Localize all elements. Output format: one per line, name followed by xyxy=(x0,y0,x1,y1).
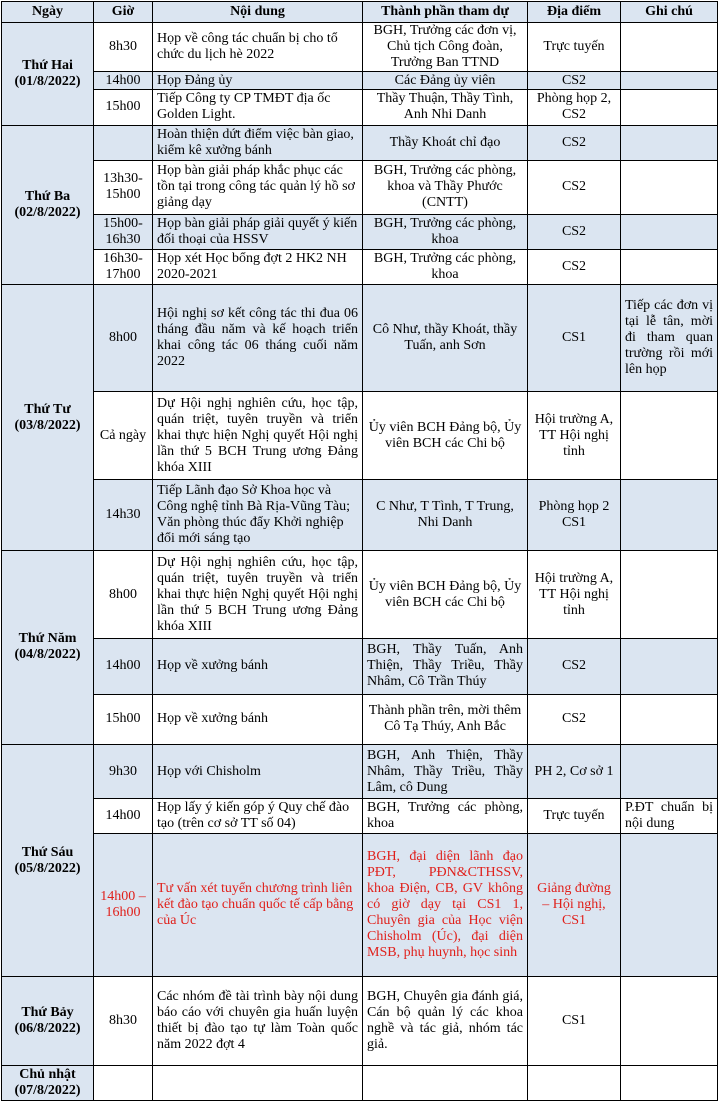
note-cell xyxy=(621,125,718,160)
participants-cell: BGH, đại diện lãnh đạo PĐT, PĐN&CTHSSV, khoa Điện, CB, GV không có giờ dạy tại CS1 1, Chuyên gia của Học viện Chisholm (Úc), đại diện MSB, phụ huynh, học sinh xyxy=(363,834,528,977)
note-cell: P.ĐT chuẩn bị nội dung xyxy=(621,799,718,834)
participants-cell: BGH, Trưởng các phòng, khoa xyxy=(363,215,528,250)
table-row xyxy=(2,285,718,392)
location-cell: Trực tuyến xyxy=(528,23,621,72)
day-date: (01/8/2022) xyxy=(14,73,81,89)
table-row xyxy=(2,72,718,90)
location-cell: CS2 xyxy=(528,694,621,744)
participants-cell xyxy=(363,1065,528,1100)
time-cell xyxy=(94,1065,153,1100)
table-row xyxy=(2,1065,718,1100)
note-cell xyxy=(621,834,718,977)
day-name: Thứ Ba xyxy=(24,188,71,204)
note-cell xyxy=(621,977,718,1065)
note-cell xyxy=(621,639,718,694)
day-date: (07/8/2022) xyxy=(14,1082,81,1098)
table-row xyxy=(2,639,718,694)
note-cell xyxy=(621,391,718,479)
location-cell: CS2 xyxy=(528,72,621,90)
content-cell: Dự Hội nghị nghiên cứu, học tập, quán triệt, tuyên truyền và triển khai thực hiện Nghị quyết Hội nghị lần thứ 5 BCH Trung ương Đảng khóa XIII xyxy=(153,391,363,479)
day-name: Thứ Hai xyxy=(22,57,73,73)
note-cell xyxy=(621,215,718,250)
day-name: Chủ nhật xyxy=(19,1066,76,1082)
header-day: Ngày xyxy=(2,2,94,23)
location-cell: CS1 xyxy=(528,285,621,392)
participants-cell: BGH, Trưởng các phòng, khoa xyxy=(363,799,528,834)
content-cell: Họp về xưởng bánh xyxy=(153,639,363,694)
table-row xyxy=(2,480,718,550)
time-cell: 8h00 xyxy=(94,550,153,638)
day-date: (02/8/2022) xyxy=(14,204,81,220)
participants-cell: BGH, Trưởng các phòng, khoa và Thầy Phước (CNTT) xyxy=(363,160,528,214)
content-cell: Họp bàn giải pháp khắc phục các tồn tại trong công tác quản lý hồ sơ giảng dạy xyxy=(153,160,363,214)
content-cell: Họp về công tác chuẩn bị cho tổ chức du lịch hè 2022 xyxy=(153,23,363,72)
day-cell xyxy=(2,977,94,1065)
day-name: Thứ Sáu xyxy=(21,844,74,860)
participants-cell: BGH, Chuyên gia đánh giá, Cán bộ quản lý các khoa nghề và tác giả, nhóm tác giả. xyxy=(363,977,528,1065)
table-row-highlighted xyxy=(2,834,718,977)
table-row xyxy=(2,125,718,160)
time-cell: 8h00 xyxy=(94,285,153,392)
participants-cell: Thành phần trên, mời thêm Cô Tạ Thúy, Anh Bắc xyxy=(363,694,528,744)
participants-cell: Các Đảng ủy viên xyxy=(363,72,528,90)
table-row xyxy=(2,250,718,285)
header-participants: Thành phần tham dự xyxy=(363,2,528,23)
participants-cell: BGH, Thầy Tuấn, Anh Thiện, Thầy Triều, Thầy Nhâm, Cô Trần Thúy xyxy=(363,639,528,694)
day-cell xyxy=(2,125,94,285)
day-cell xyxy=(2,23,94,126)
time-cell: 8h30 xyxy=(94,23,153,72)
time-cell: 16h30-17h00 xyxy=(94,250,153,285)
location-cell: Hội trường A, TT Hội nghị tỉnh xyxy=(528,550,621,638)
day-cell xyxy=(2,550,94,744)
content-cell: Tư vấn xét tuyển chương trình liên kết đào tạo chuẩn quốc tế cấp bằng của Úc xyxy=(153,834,363,977)
participants-cell: BGH, Trưởng các phòng, khoa xyxy=(363,250,528,285)
note-cell xyxy=(621,1065,718,1100)
table-row xyxy=(2,215,718,250)
note-cell xyxy=(621,550,718,638)
location-cell: Phòng họp 2 CS1 xyxy=(528,480,621,550)
note-cell: Tiếp các đơn vị tại lễ tân, mời đi tham quan trường rồi mới lên họp xyxy=(621,285,718,392)
note-cell xyxy=(621,480,718,550)
time-cell: 15h00 xyxy=(94,694,153,744)
location-cell: CS2 xyxy=(528,250,621,285)
participants-cell: C Như, T Tình, T Trung, Nhi Danh xyxy=(363,480,528,550)
note-cell xyxy=(621,72,718,90)
content-cell: Họp bàn giải pháp giải quyết ý kiến đối thoại của HSSV xyxy=(153,215,363,250)
header-note: Ghi chú xyxy=(621,2,718,23)
header-location: Địa điểm xyxy=(528,2,621,23)
note-cell xyxy=(621,744,718,798)
header-content: Nội dung xyxy=(153,2,363,23)
content-cell: Họp về xưởng bánh xyxy=(153,694,363,744)
table-row xyxy=(2,160,718,214)
time-cell: 15h00-16h30 xyxy=(94,215,153,250)
time-cell: 14h30 xyxy=(94,480,153,550)
note-cell xyxy=(621,250,718,285)
table-row xyxy=(2,744,718,798)
participants-cell: Ủy viên BCH Đảng bộ, Ủy viên BCH các Chi bộ xyxy=(363,391,528,479)
location-cell: PH 2, Cơ sở 1 xyxy=(528,744,621,798)
location-cell xyxy=(528,1065,621,1100)
weekly-schedule-table xyxy=(1,1,718,1101)
location-cell: Phòng họp 2, CS2 xyxy=(528,90,621,125)
time-cell: 14h00 xyxy=(94,639,153,694)
time-cell: Cả ngày xyxy=(94,391,153,479)
day-name: Thứ Tư xyxy=(24,401,71,417)
day-date: (05/8/2022) xyxy=(14,860,81,876)
time-cell: 14h00 xyxy=(94,72,153,90)
table-row xyxy=(2,391,718,479)
note-cell xyxy=(621,23,718,72)
location-cell: CS2 xyxy=(528,639,621,694)
content-cell: Tiếp Công ty CP TMĐT địa ốc Golden Light. xyxy=(153,90,363,125)
participants-cell: Ủy viên BCH Đảng bộ, Ủy viên BCH các Chi bộ xyxy=(363,550,528,638)
day-name: Thứ Năm xyxy=(18,631,77,647)
content-cell: Hoàn thiện dứt điểm việc bàn giao, kiểm kê xưởng bánh xyxy=(153,125,363,160)
content-cell: Các nhóm đề tài trình bày nội dung báo cáo với chuyên gia huấn luyện thiết bị đào tạo tự làm Toàn quốc năm 2022 đợt 4 xyxy=(153,977,363,1065)
day-cell xyxy=(2,285,94,550)
note-cell xyxy=(621,160,718,214)
content-cell: Họp xét Học bổng đợt 2 HK2 NH 2020-2021 xyxy=(153,250,363,285)
content-cell xyxy=(153,1065,363,1100)
day-cell xyxy=(2,744,94,976)
location-cell: CS1 xyxy=(528,977,621,1065)
time-cell: 15h00 xyxy=(94,90,153,125)
day-date: (06/8/2022) xyxy=(14,1020,81,1036)
table-row xyxy=(2,23,718,72)
time-cell: 9h30 xyxy=(94,744,153,798)
day-date: (03/8/2022) xyxy=(14,417,81,433)
time-cell: 13h30-15h00 xyxy=(94,160,153,214)
participants-cell: BGH, Anh Thiện, Thầy Nhâm, Thầy Triều, Thầy Lâm, cô Dung xyxy=(363,744,528,798)
location-cell: Hội trường A, TT Hội nghị tỉnh xyxy=(528,391,621,479)
participants-cell: Thầy Thuận, Thầy Tình, Anh Nhi Danh xyxy=(363,90,528,125)
location-cell: CS2 xyxy=(528,160,621,214)
day-cell xyxy=(2,1065,94,1100)
content-cell: Dự Hội nghị nghiên cứu, học tập, quán triệt, tuyên truyền và triển khai thực hiện Nghị quyết Hội nghị lần thứ 5 BCH Trung ương Đảng khóa XIII xyxy=(153,550,363,638)
time-cell xyxy=(94,125,153,160)
content-cell: Hội nghị sơ kết công tác thi đua 06 tháng đầu năm và kế hoạch triển khai công tác 06 tháng cuối năm 2022 xyxy=(153,285,363,392)
time-cell: 8h30 xyxy=(94,977,153,1065)
day-date: (04/8/2022) xyxy=(14,647,81,663)
location-cell: CS2 xyxy=(528,125,621,160)
note-cell xyxy=(621,90,718,125)
participants-cell: BGH, Trưởng các đơn vị, Chủ tịch Công đoàn, Trưởng Ban TTND xyxy=(363,23,528,72)
participants-cell: Thầy Khoát chỉ đạo xyxy=(363,125,528,160)
time-cell: 14h00 – 16h00 xyxy=(94,834,153,977)
content-cell: Họp Đảng ủy xyxy=(153,72,363,90)
table-row xyxy=(2,977,718,1065)
table-row xyxy=(2,799,718,834)
content-cell: Tiếp Lãnh đạo Sở Khoa học và Công nghệ tỉnh Bà Rịa-Vũng Tàu; Văn phòng thúc đẩy Khởi nghiệp đổi mới sáng tạo xyxy=(153,480,363,550)
table-row xyxy=(2,90,718,125)
header-row xyxy=(2,2,718,23)
table-row xyxy=(2,694,718,744)
content-cell: Họp lấy ý kiến góp ý Quy chế đào tạo (trên cơ sở TT số 04) xyxy=(153,799,363,834)
location-cell: Giảng đường – Hội nghị, CS1 xyxy=(528,834,621,977)
location-cell: Trực tuyến xyxy=(528,799,621,834)
participants-cell: Cô Như, thầy Khoát, thầy Tuấn, anh Sơn xyxy=(363,285,528,392)
time-cell: 14h00 xyxy=(94,799,153,834)
location-cell: CS2 xyxy=(528,215,621,250)
content-cell: Họp với Chisholm xyxy=(153,744,363,798)
table-row xyxy=(2,550,718,638)
note-cell xyxy=(621,694,718,744)
day-name: Thứ Bảy xyxy=(21,1004,74,1020)
header-time: Giờ xyxy=(94,2,153,23)
